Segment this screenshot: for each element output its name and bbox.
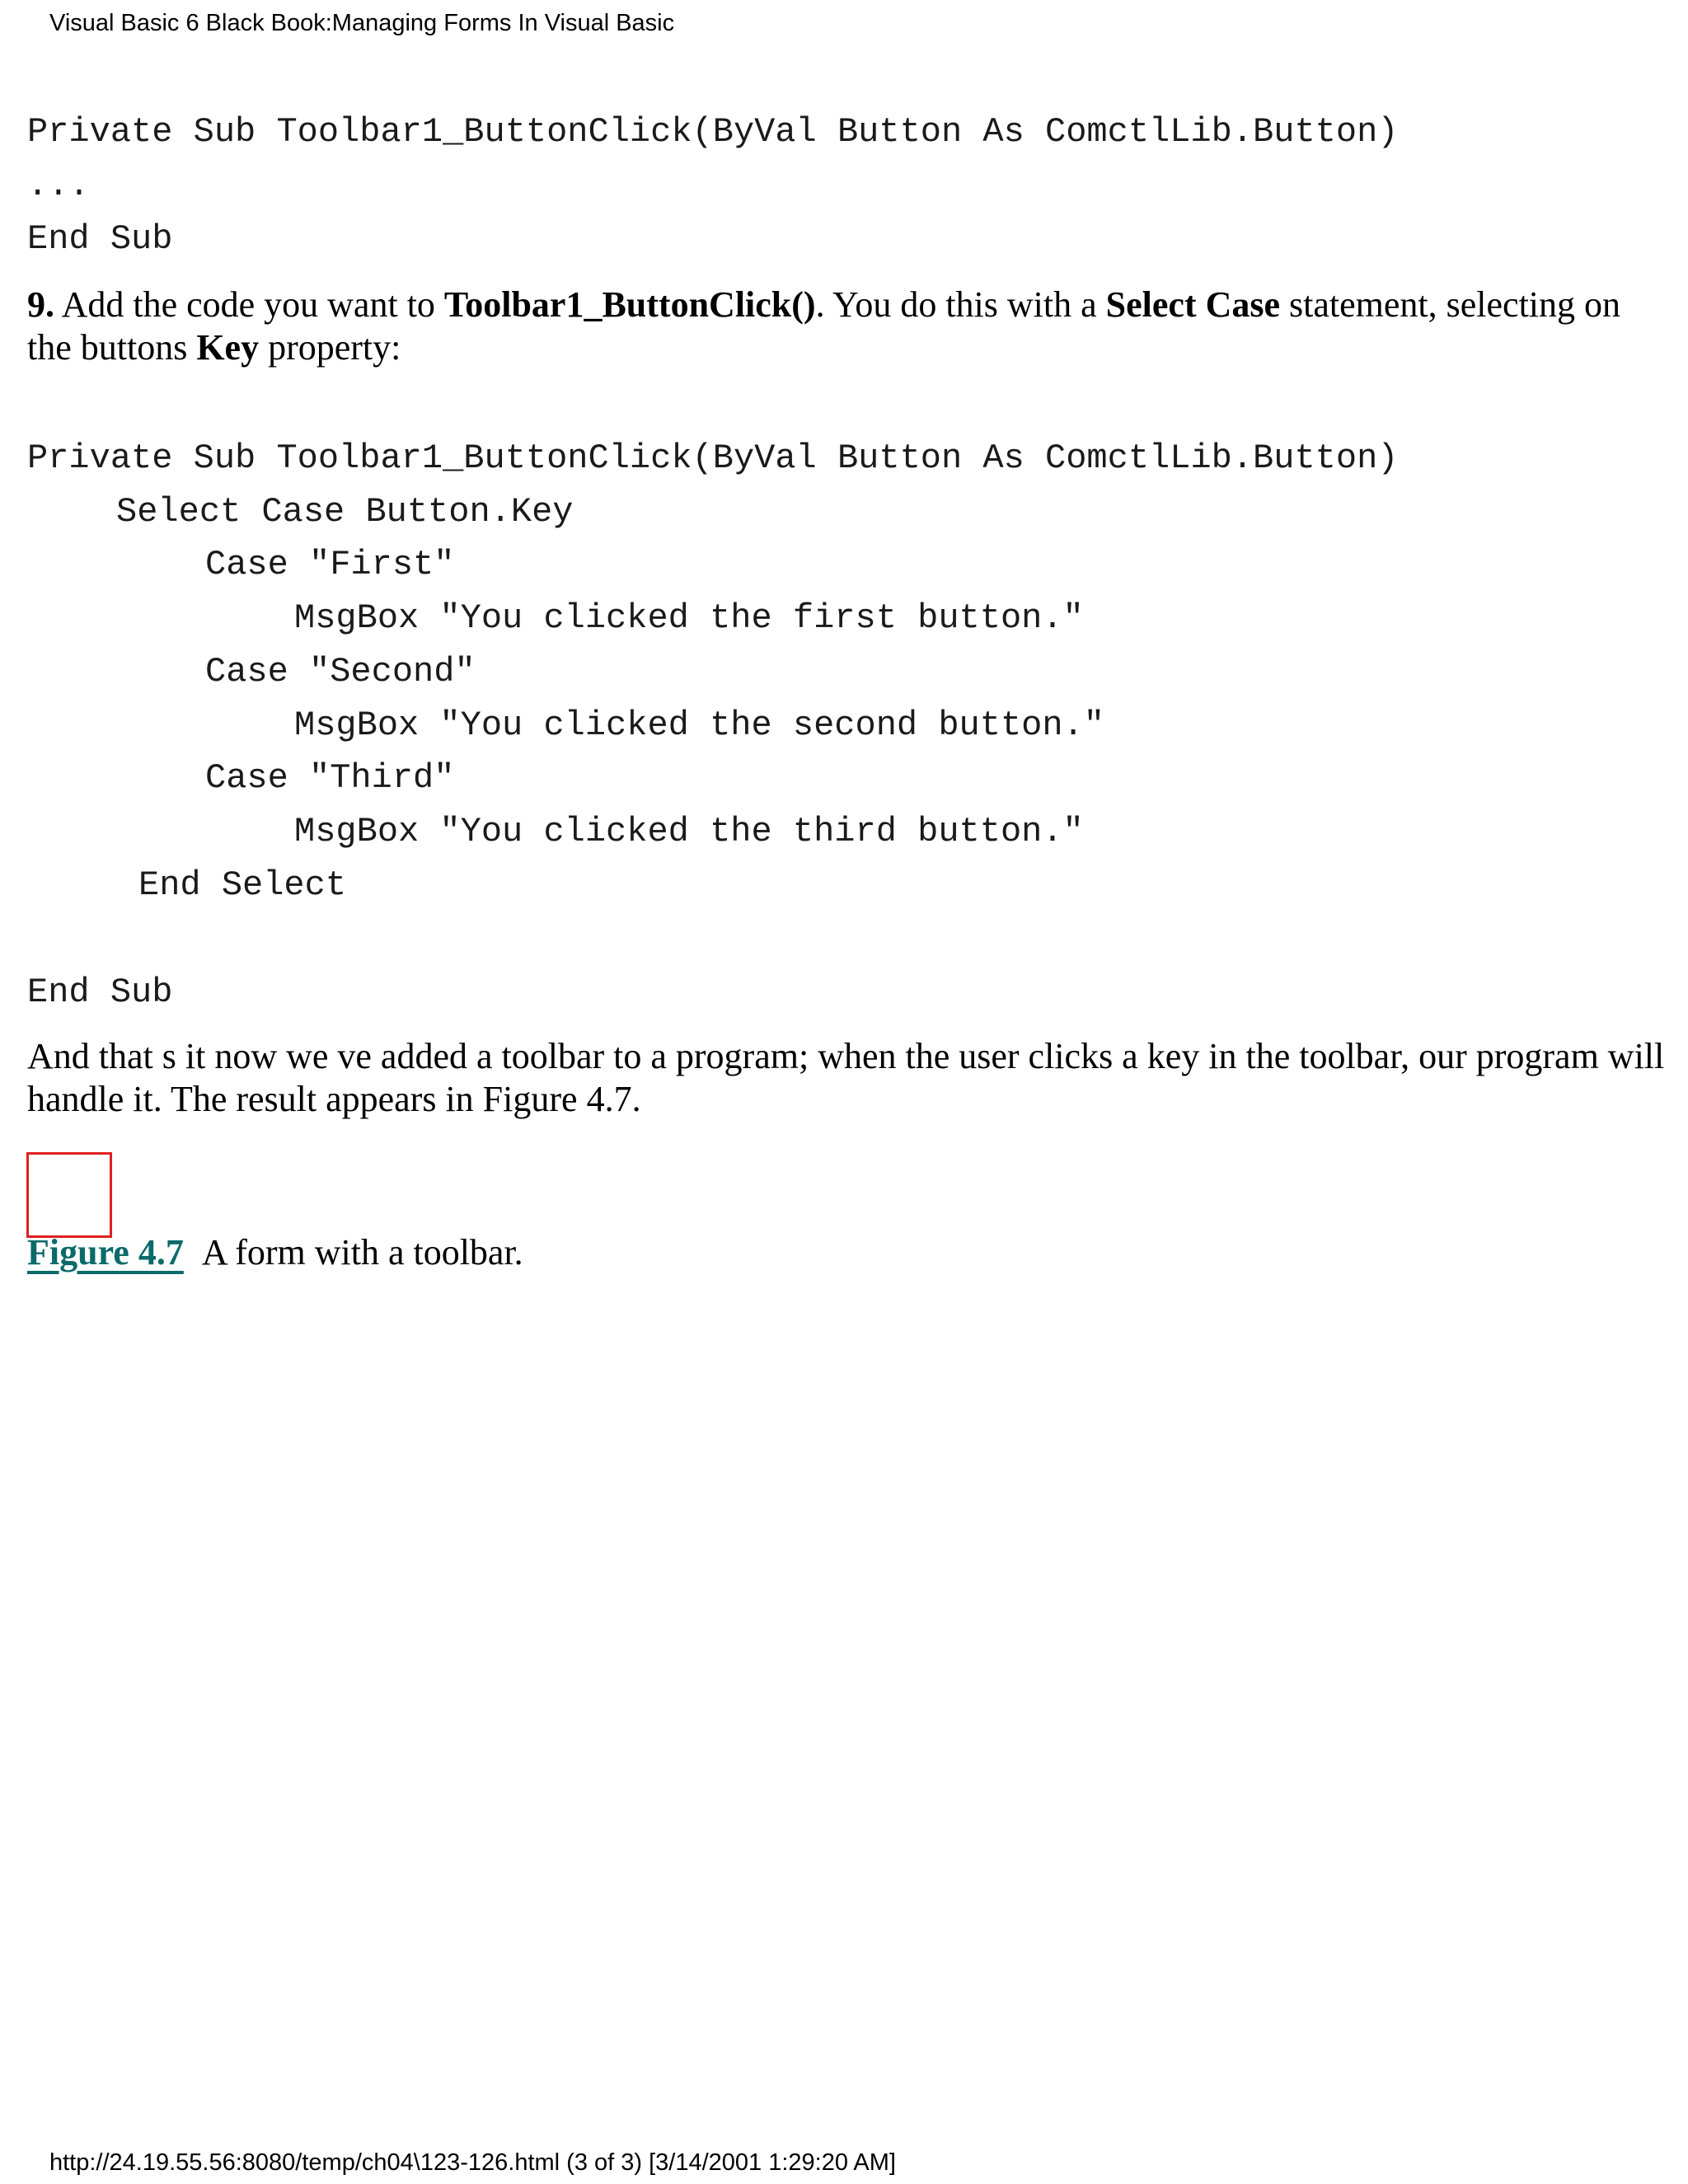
step-text: . You do this with a <box>815 284 1106 325</box>
conclusion-paragraph: And that s it now we ve added a toolbar to a program; when the user clicks a key in the toolbar, our program will handle it. The result appears in Figure 4.7. <box>27 1036 1665 1119</box>
keyword-select-case: Select Case <box>1105 284 1281 325</box>
figure-caption <box>27 1231 523 1274</box>
code-line: Select Case Button.Key <box>116 492 574 532</box>
code-line: MsgBox "You clicked the third button." <box>294 812 1084 851</box>
step-text: property: <box>259 327 401 368</box>
step-9-paragraph <box>27 284 1667 369</box>
code-line: End Sub <box>27 219 173 259</box>
code-line: Case "First" <box>205 545 455 584</box>
page-footer-url: http://24.19.55.56:8080/temp/ch04\123-126.html (3 of 3) [3/14/2001 1:29:20 AM] <box>49 2149 896 2176</box>
figure-image-placeholder <box>26 1152 112 1238</box>
code-line: End Select <box>138 865 347 905</box>
code-line: MsgBox "You clicked the second button." <box>294 705 1104 745</box>
code-line: Case "Third" <box>205 758 455 798</box>
code-line: Case "Second" <box>205 652 476 691</box>
code-line: Private Sub Toolbar1_ButtonClick(ByVal Button As ComctlLib.Button) <box>27 438 1399 478</box>
step-text: statement, selecting on the buttons <box>27 284 1621 368</box>
code-line: ... <box>27 166 90 205</box>
code-line: MsgBox "You clicked the first button." <box>294 598 1084 638</box>
figure-link[interactable]: Figure 4.7 <box>27 1232 184 1272</box>
figure-caption-text: A form with a toolbar. <box>201 1232 523 1272</box>
code-line: Private Sub Toolbar1_ButtonClick(ByVal Button As ComctlLib.Button) <box>27 112 1399 152</box>
step-number: 9. <box>27 284 54 325</box>
code-line: End Sub <box>27 972 173 1012</box>
keyword-key: Key <box>196 327 260 368</box>
page-header-title: Visual Basic 6 Black Book:Managing Forms In Visual Basic <box>49 10 675 36</box>
method-name: Toolbar1_ButtonClick() <box>443 284 816 325</box>
step-text: Add the code you want to <box>54 284 444 325</box>
